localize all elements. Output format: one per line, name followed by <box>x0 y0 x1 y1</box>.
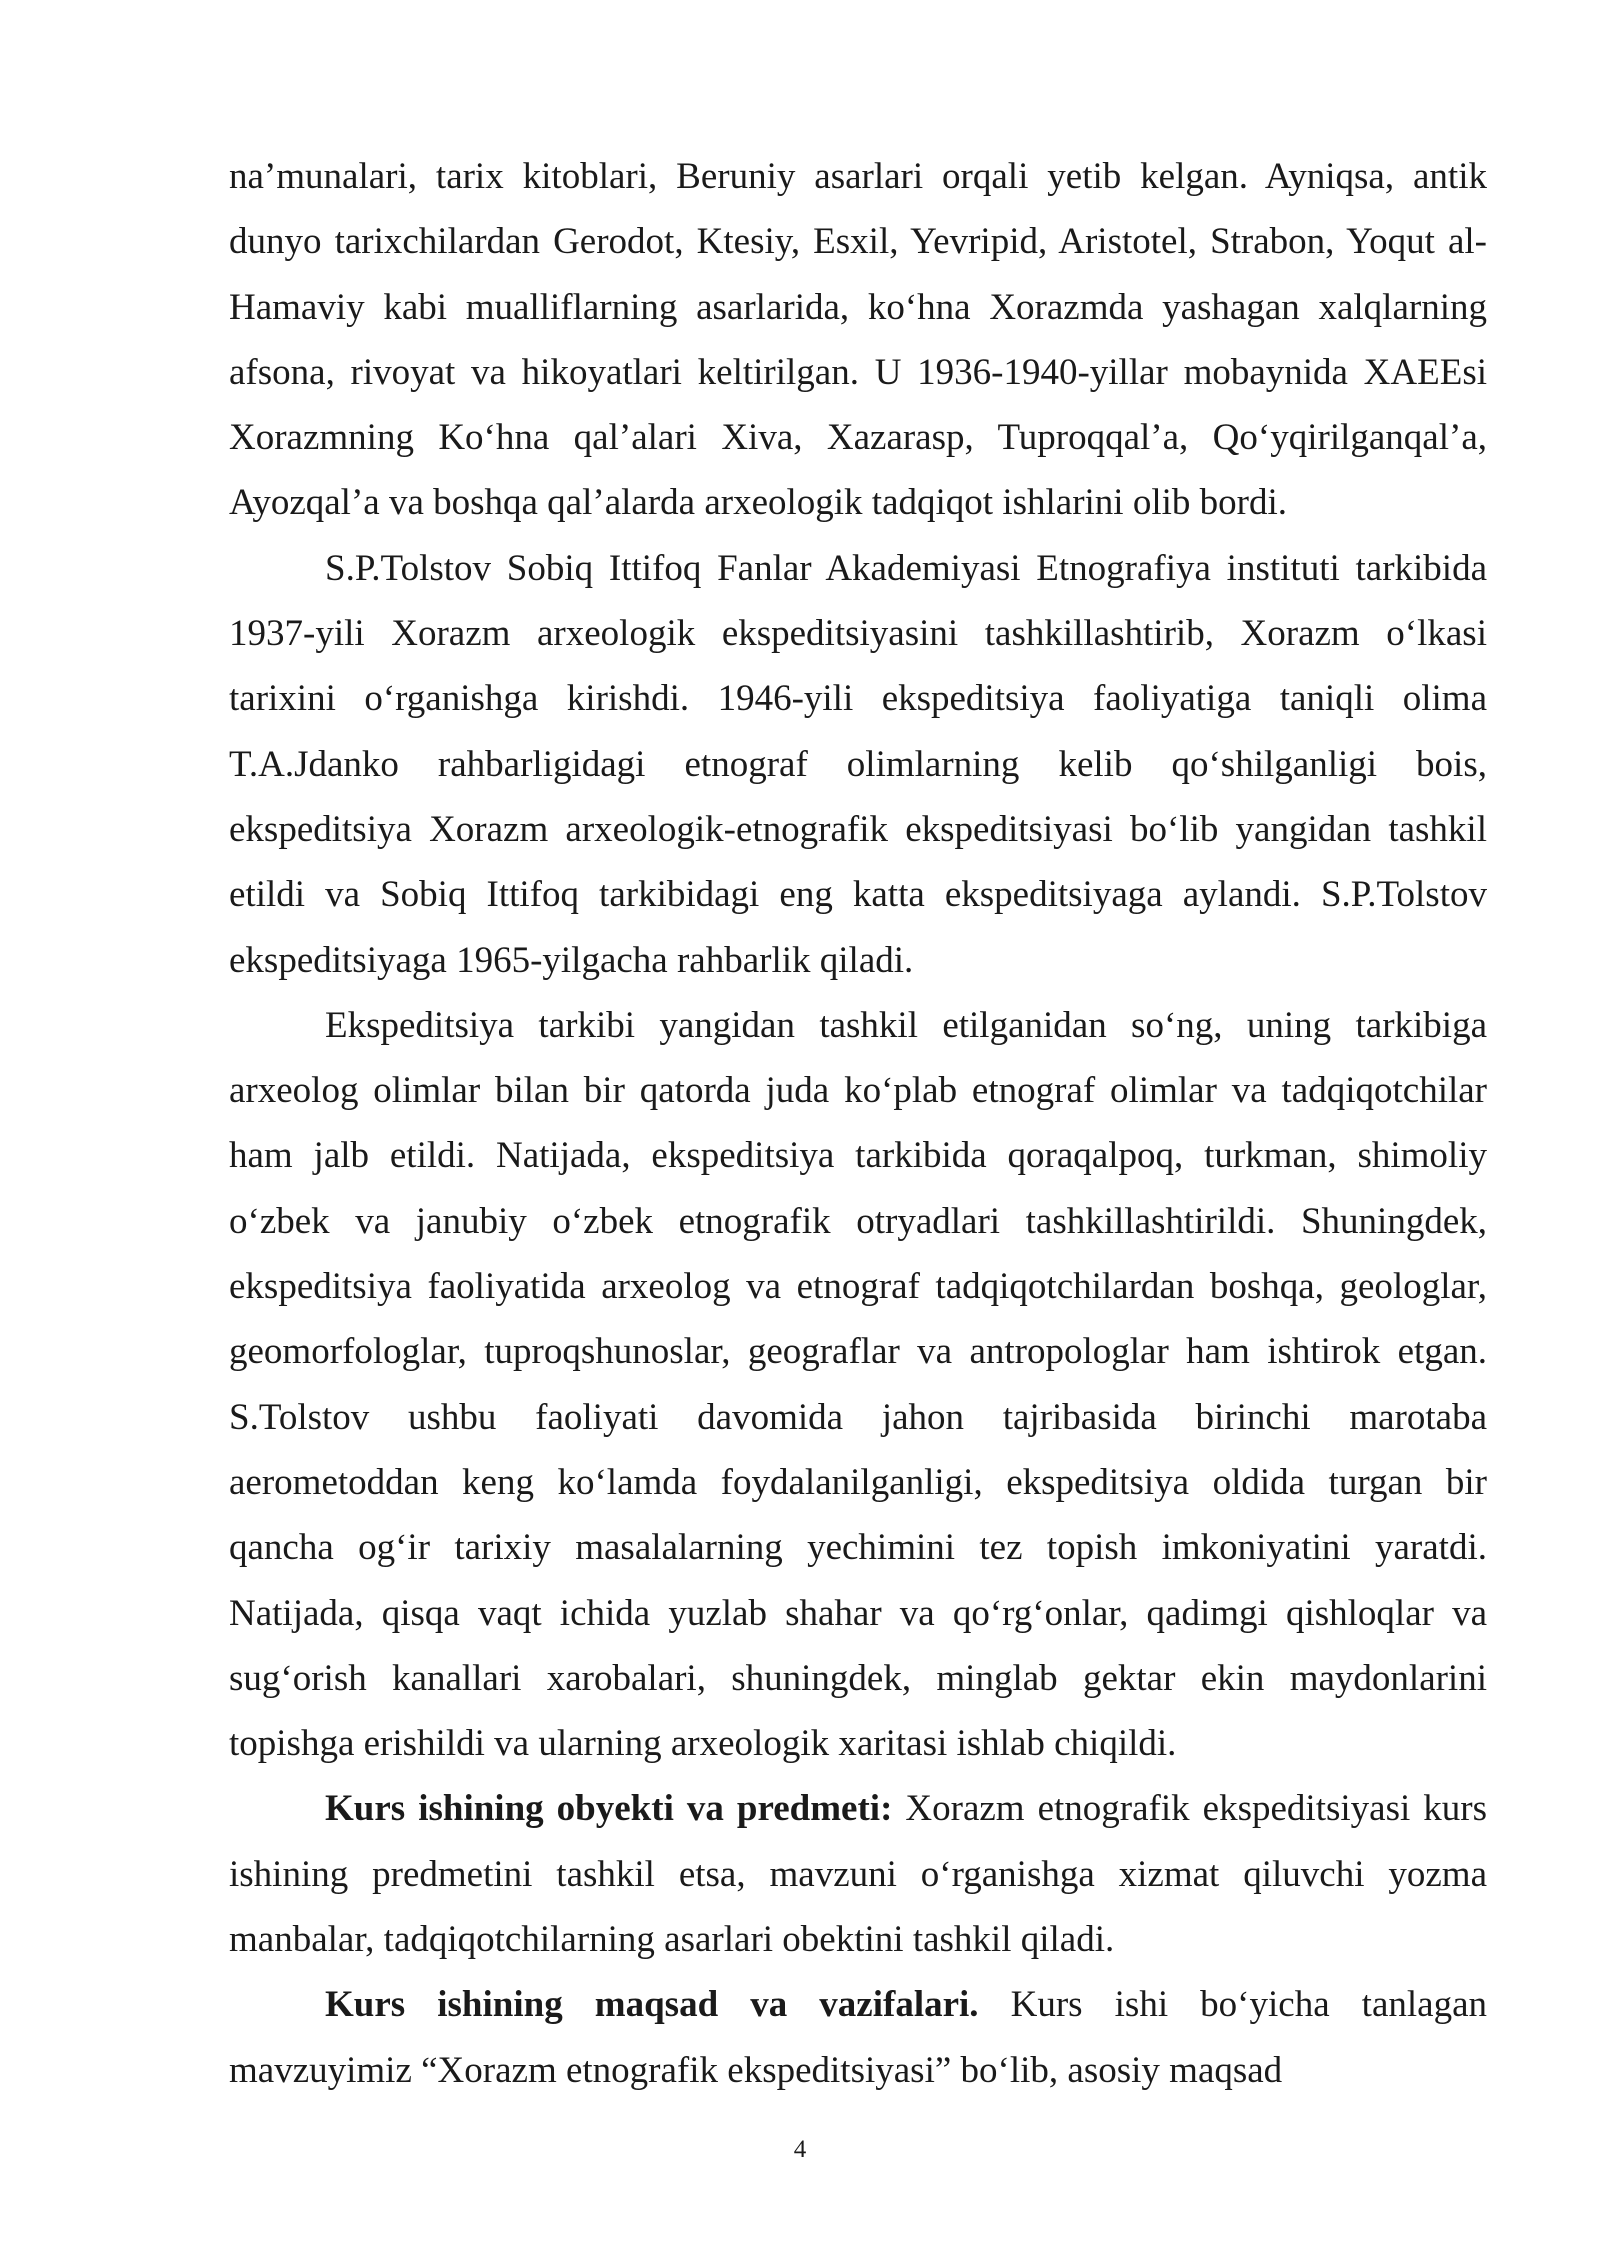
paragraph-4 <box>229 1776 1487 1972</box>
paragraph-5-heading: Kurs ishining maqsad va vazifalari. <box>325 1984 979 2026</box>
document-body <box>229 144 1487 2103</box>
paragraph-4-text: Xorazm etnografik ekspeditsiyasi kurs ishining predmetini tashkil etsa, mavzuni o‘rganishga xizmat qiluvchi yozma manbalar, tadqiqotchilarning asarlari obektini tashkil qiladi. <box>229 1788 1487 1961</box>
paragraph-4-heading: Kurs ishining obyekti va predmeti: <box>325 1788 893 1830</box>
paragraph-1-text: na’munalari, tarix kitoblari, Beruniy asarlari orqali yetib kelgan. Ayniqsa, antik dunyo tarixchilardan Gerodot, Ktesiy, Esxil, Yevripid, Aristotel, Strabon, Yoqut al-Hamaviy kabi mualliflarning asarlarida, ko‘hna Xorazmda yashagan xalqlarning afsona, rivoyat va hikoyatlari keltirilgan. U 1936-1940-yillar mobaynida XAEEsi Xorazmning Ko‘hna qal’alari Xiva, Xazarasp, Tuproqqal’a, Qo‘yqirilganqal’a, Ayozqal’a va boshqa qal’alarda arxeologik tadqiqot ishlarini olib bordi. <box>229 156 1487 524</box>
paragraph-3-text: Ekspeditsiya tarkibi yangidan tashkil etilganidan so‘ng, uning tarkibiga arxeolog olimlar bilan bir qatorda juda ko‘plab etnograf olimlar va tadqiqotchilar ham jalb etildi. Natijada, ekspeditsiya tarkibida qoraqalpoq, turkman, shimoliy o‘zbek va janubiy o‘zbek etnografik otryadlari tashkillashtirildi. Shuningdek, ekspeditsiya faoliyatida arxeolog va etnograf tadqiqotchilardan boshqa, geologlar, geomorfologlar, tuproqshunoslar, geograflar va antropologlar ham ishtirok etgan. S.Tolstov ushbu faoliyati davomida jahon tajribasida birinchi marotaba aerometoddan keng ko‘lamda foydalanilganligi, ekspeditsiya oldida turgan bir qancha og‘ir tarixiy masalalarning yechimini tez topish imkoniyatini yaratdi. Natijada, qisqa vaqt ichida yuzlab shahar va qo‘rg‘onlar, qadimgi qishloqlar va sug‘orish kanallari xarobalari, shuningdek, minglab gektar ekin maydonlarini topishga erishildi va ularning arxeologik xaritasi ishlab chiqildi. <box>229 1004 1487 1765</box>
paragraph-3 <box>229 993 1487 1777</box>
page-number: 4 <box>793 2136 807 2163</box>
paragraph-1 <box>229 144 1487 536</box>
paragraph-5-text: Kurs ishi bo‘yicha tanlagan mavzuyimiz “Xorazm etnografik ekspeditsiyasi” bo‘lib, asosiy maqsad <box>229 1984 1488 2091</box>
paragraph-2-text: S.P.Tolstov Sobiq Ittifoq Fanlar Akademiyasi Etnografiya instituti tarkibida 1937-yili Xorazm arxeologik ekspeditsiyasini tashkillashtirib, Xorazm o‘lkasi tarixini o‘rganishga kirishdi. 1946-yili ekspeditsiya faoliyatiga taniqli olima T.A.Jdanko rahbarligidagi etnograf olimlarning kelib qo‘shilganligi bois, ekspeditsiya Xorazm arxeologik-etnografik ekspeditsiyasi bo‘lib yangidan tashkil etildi va Sobiq Ittifoq tarkibidagi eng katta ekspeditsiyaga aylandi. S.P.Tolstov ekspeditsiyaga 1965-yilgacha rahbarlik qiladi. <box>229 547 1487 981</box>
paragraph-2 <box>229 536 1487 993</box>
paragraph-5 <box>229 1972 1487 2103</box>
